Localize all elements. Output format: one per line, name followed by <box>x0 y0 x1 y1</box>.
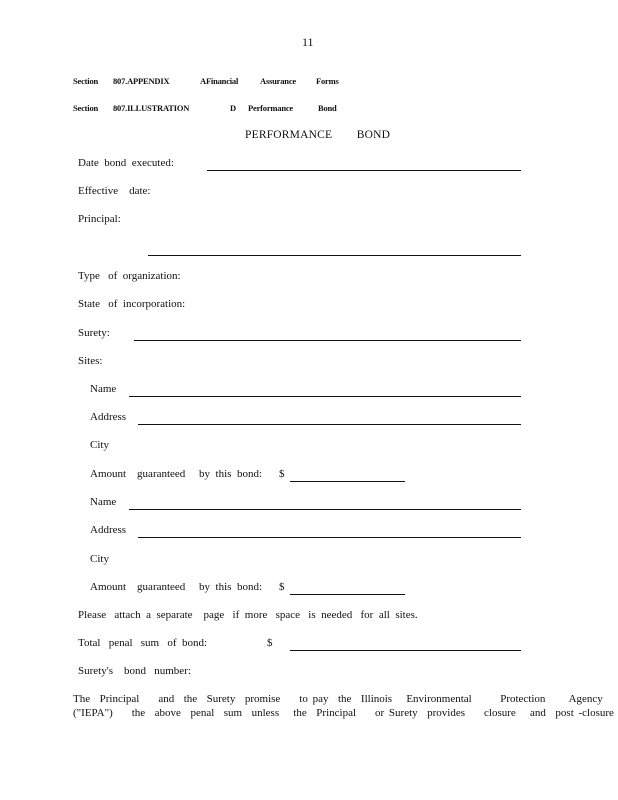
site-2-amount-line[interactable] <box>290 594 405 595</box>
site-2-name-label: Name <box>90 496 117 508</box>
header-illustration-letter: D <box>230 103 236 113</box>
header-appendix-word2: Forms <box>316 76 339 86</box>
site-1-city-label: City <box>90 439 109 451</box>
header-appendix-letter: AFinancial <box>200 76 239 86</box>
site-1-name-label: Name <box>90 383 117 395</box>
principal-line[interactable] <box>148 255 521 256</box>
site-2-city-label: City <box>90 553 109 565</box>
site-2-amount-label: Amount guaranteed by this bond: <box>90 581 263 593</box>
site-1-address-label: Address <box>90 411 127 423</box>
total-penal-sum-label: Total penal sum of bond: <box>78 637 208 649</box>
header-illustration-word2: Bond <box>318 103 337 113</box>
surety-line[interactable] <box>134 340 521 341</box>
header-appendix: 807.APPENDIX <box>113 76 170 86</box>
page-number: 11 <box>302 35 314 49</box>
total-dollar-sign: $ <box>267 637 273 649</box>
attach-note: Please attach a separate page if more space is needed for all sites. <box>78 609 418 621</box>
total-penal-sum-line[interactable] <box>290 650 521 651</box>
obligation-paragraph <box>73 692 614 720</box>
site-2-dollar-sign: $ <box>279 581 285 593</box>
site-1-dollar-sign: $ <box>279 468 285 480</box>
header-illustration: 807.ILLUSTRATION <box>113 103 190 113</box>
header-appendix-word: Assurance <box>260 76 296 86</box>
paragraph-line-2: ("IEPA") the above penal sum unless the Principal or Surety provides closure and post -closure <box>73 707 614 719</box>
sites-label: Sites: <box>78 355 103 367</box>
site-1-name-line[interactable] <box>129 396 521 397</box>
surety-label: Surety: <box>78 327 110 339</box>
site-1-amount-label: Amount guaranteed by this bond: <box>90 468 263 480</box>
header-section-label: Section <box>73 76 99 86</box>
effective-date-label: Effective date: <box>78 185 151 197</box>
site-2-address-label: Address <box>90 524 127 536</box>
paragraph-line-1: The Principal and the Surety promise to pay the Illinois Environmental Protection Agency <box>73 693 603 705</box>
site-1-amount-line[interactable] <box>290 481 405 482</box>
principal-label: Principal: <box>78 213 121 225</box>
date-bond-executed-label: Date bond executed: <box>78 157 174 169</box>
site-2-name-line[interactable] <box>129 509 521 510</box>
state-of-incorporation-label: State of incorporation: <box>78 298 186 310</box>
surety-bond-number-label: Surety's bond number: <box>78 665 191 677</box>
form-title: PERFORMANCE BOND <box>245 129 391 141</box>
site-1-address-line[interactable] <box>138 424 521 425</box>
header-illustration-word: Performance <box>248 103 293 113</box>
type-of-organization-label: Type of organization: <box>78 270 181 282</box>
site-2-address-line[interactable] <box>138 537 521 538</box>
header-section-label-2: Section <box>73 103 99 113</box>
date-bond-executed-line[interactable] <box>207 170 521 171</box>
